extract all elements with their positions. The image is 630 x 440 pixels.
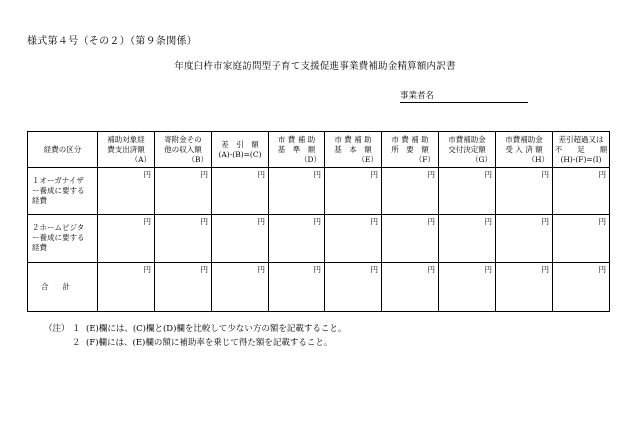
table-row: [28, 168, 610, 215]
amount-cell[interactable]: 円: [98, 168, 155, 215]
column-header-b: 寄附金その 他の収入額 （B）: [155, 132, 212, 168]
row-category-organizer: １オーガナイザ ー養成に要する 経費: [28, 168, 98, 215]
amount-cell[interactable]: 円: [553, 168, 610, 215]
total-amount-cell[interactable]: 円: [382, 263, 439, 312]
document-title: 年度臼杵市家庭訪問型子育て支援促進事業費補助金精算額内訳書: [174, 61, 456, 72]
total-amount-cell[interactable]: 円: [155, 263, 212, 312]
note-text: (F)欄には、(E)欄の額に補助率を乗じて得た額を記載すること。: [86, 338, 333, 348]
settlement-breakdown-table: [27, 131, 610, 312]
total-amount-cell[interactable]: 円: [98, 263, 155, 312]
amount-cell[interactable]: 円: [269, 215, 325, 263]
total-amount-cell[interactable]: 円: [439, 263, 496, 312]
column-header-d: 市 費 補 助 基 準 額 （D）: [269, 132, 325, 168]
amount-cell[interactable]: 円: [553, 215, 610, 263]
amount-cell[interactable]: 円: [382, 168, 439, 215]
total-amount-cell[interactable]: 円: [212, 263, 269, 312]
total-label: 合計: [28, 263, 98, 312]
amount-cell[interactable]: 円: [155, 168, 212, 215]
operator-name-field: [400, 91, 528, 103]
total-amount-cell[interactable]: 円: [553, 263, 610, 312]
note-number: １: [72, 324, 81, 334]
header-row: [28, 132, 610, 168]
amount-cell[interactable]: 円: [496, 215, 553, 263]
column-header-f: 市 費 補 助 所 要 額 （F）: [382, 132, 439, 168]
amount-cell[interactable]: 円: [212, 168, 269, 215]
column-header-i: 差引超過又は 不 足 額 (H)-(F)=(I): [553, 132, 610, 168]
column-header-a: 補助対象経 費支出済額 （A）: [98, 132, 155, 168]
amount-cell[interactable]: 円: [212, 215, 269, 263]
column-header-h: 市費補助金 受 入 済 額 （H）: [496, 132, 553, 168]
row-category-home-visitor: ２ホームビジタ ー養成に要する 経費: [28, 215, 98, 263]
note-text: (E)欄には、(C)欄と(D)欄を比較して少ない方の額を記載すること。: [86, 324, 347, 334]
amount-cell[interactable]: 円: [269, 168, 325, 215]
amount-cell[interactable]: 円: [496, 168, 553, 215]
column-header-g: 市費補助金 交付決定額 （G）: [439, 132, 496, 168]
note-item: [44, 322, 346, 336]
amount-cell[interactable]: 円: [382, 215, 439, 263]
column-header-c: 差 引 額 (A)-(B)=(C): [212, 132, 269, 168]
operator-name-label: 事業者名: [400, 91, 435, 101]
total-amount-cell[interactable]: 円: [496, 263, 553, 312]
notes: [44, 322, 346, 350]
column-header-e: 市 費 補 助 基 本 額 （E）: [325, 132, 382, 168]
total-amount-cell[interactable]: 円: [269, 263, 325, 312]
total-row: [28, 263, 610, 312]
amount-cell[interactable]: 円: [325, 168, 382, 215]
amount-cell[interactable]: 円: [325, 215, 382, 263]
amount-cell[interactable]: 円: [439, 168, 496, 215]
category-header: 経費の区分: [28, 132, 98, 168]
form-number: 様式第４号（その２）（第９条関係）: [27, 36, 198, 47]
note-number: ２: [72, 338, 81, 348]
table-row: [28, 215, 610, 263]
total-amount-cell[interactable]: 円: [325, 263, 382, 312]
amount-cell[interactable]: 円: [155, 215, 212, 263]
note-item: [44, 336, 346, 350]
amount-cell[interactable]: 円: [98, 215, 155, 263]
amount-cell[interactable]: 円: [439, 215, 496, 263]
notes-prefix: （注）: [44, 324, 70, 334]
